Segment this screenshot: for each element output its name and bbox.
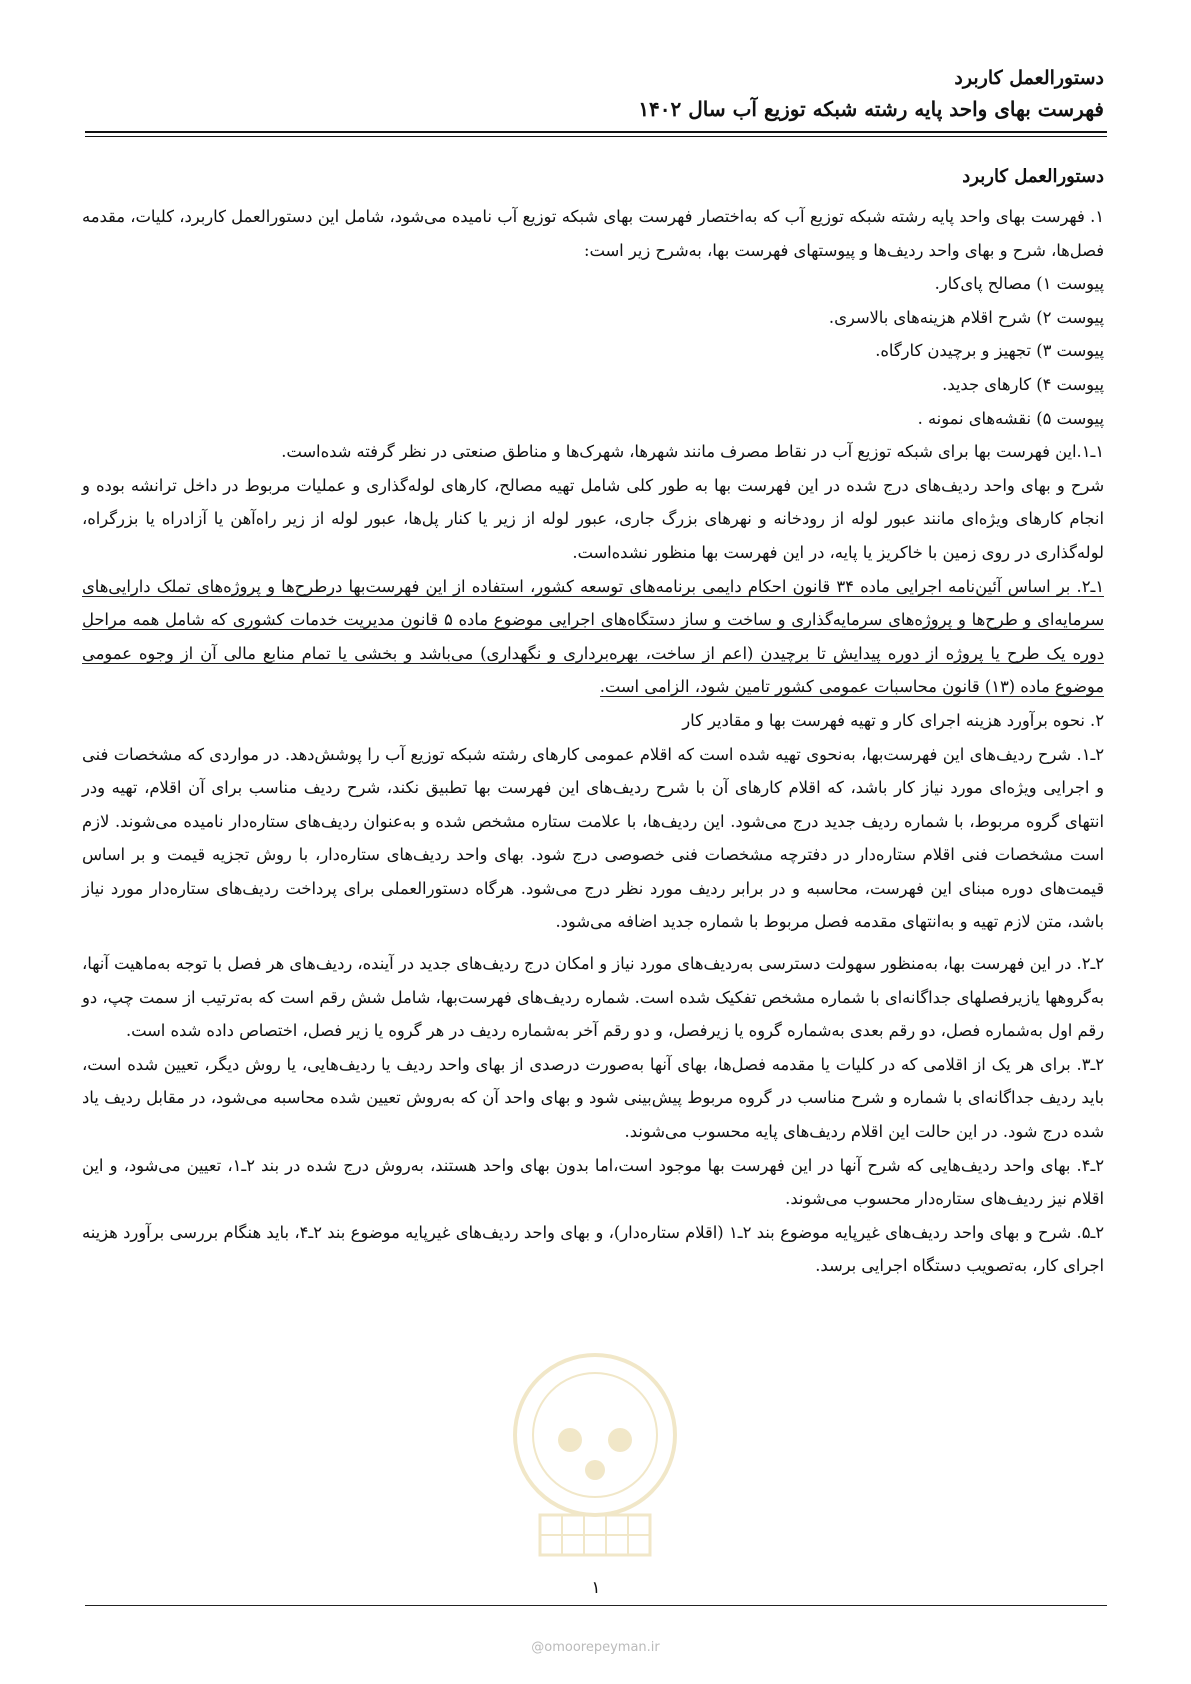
watermark-seal-icon <box>500 1340 690 1570</box>
footer-rule <box>85 1605 1107 1606</box>
paragraph-2-2: ۲ـ۲. در این فهرست بها، به‌منظور سهولت دسترسی به‌ردیف‌های مورد نیاز و امکان درج ردیف‌های جدید در آینده، ردیف‌های هر فصل با توجه به‌ماهیت آنها، به‌گروهها یازیرفصلهای جداگانه‌ای با شماره مشخص تفکیک شده است. شماره ردیف‌های فهرست‌بها، شامل شش رقم است که به‌ترتیب از سمت چپ، دو رقم اول به‌شماره فصل، دو رقم بعدی به‌شماره گروه یا زیرفصل، و دو رقم آخر به‌شماره ردیف در هر گروه یا زیر فصل، اختصاص داده شده است. <box>82 954 1104 1041</box>
header-rule-thick <box>85 131 1107 133</box>
paragraph-1-1-detail: شرح و بهای واحد ردیف‌های درج شده در این فهرست بها به طور کلی شامل تهیه مصالح، کارهای لوله‌گذاری و عملیات مربوط در داخل ترانشه بوده و انجام کارهای ویژه‌ای مانند عبور لوله از رودخانه و نهرهای بزرگ جاری، عبور لوله از زیر یا کنار پل‌ها، عبور لوله از زیر راه‌آهن یا آزادراه یا بزرگراه، لوله‌گذاری در روی زمین با خاکریز یا پایه، در این فهرست بها منظور نشده‌است. <box>82 475 1104 562</box>
paragraph-2-3: ۲ـ۳. برای هر یک از اقلامی که در کلیات یا مقدمه فصل‌ها، بهای آنها به‌صورت درصدی از بهای واحد ردیف یا ردیف‌هایی، یا روش دیگر، تعیین شده است، باید ردیف جداگانه‌ای با شماره و شرح مناسب در گروه مربوط پیش‌بینی شود و بهای واحد آن که به‌روش تعیین شده محاسبه می‌شود، در مقابل ردیف یاد شده درج شود. در این حالت این اقلام ردیف‌های پایه محسوب می‌شوند. <box>82 1054 1104 1142</box>
annex-2: پیوست ۲) شرح اقلام هزینه‌های بالاسری. <box>828 307 1104 327</box>
paragraph-2: ۲. نحوه برآورد هزینه اجرای کار و تهیه فهرست بها و مقادیر کار <box>682 710 1104 730</box>
section-title: دستورالعمل کاربرد <box>962 166 1104 187</box>
paragraph-1-2 <box>82 570 1104 704</box>
paragraph-1: ۱. فهرست بهای واحد پایه رشته شبکه توزیع آب که به‌اختصار فهرست بهای شبکه توزیع آب نامیده می‌شود، شامل این دستورالعمل کاربرد، کلیات، مقدمه فصل‌ها، شرح و بهای واحد ردیف‌ها و پیوستهای فهرست بها، به‌شرح زیر است: <box>82 207 1104 260</box>
annex-5: پیوست ۵) نقشه‌های نمونه . <box>917 408 1104 428</box>
paragraph-2-1: ۲ـ۱. شرح ردیف‌های این فهرست‌بها، به‌نحوی تهیه شده است که اقلام عمومی کارهای رشته شبکه توزیع آب را پوشش‌دهد. در مواردی که مشخصات فنی و اجرایی ویژه‌ای مورد نیاز کار باشد، که اقلام کارهای آن با شرح ردیف‌های این فهرست بها تطبیق نکند، شرح ردیف مناسب برای آن اقلام، تهیه ودر انتهای گروه مربوط، با شماره ردیف جدید درج می‌شود. این ردیف‌ها، با علامت ستاره مشخص شده و به‌عنوان ردیف‌های ستاره‌دار نامیده می‌شوند. لازم است مشخصات فنی اقلام ستاره‌دار در دفترچه مشخصات فنی خصوصی درج شود. بهای واحد ردیف‌های ستاره‌دار، با روش تجزیه قیمت و بر اساس قیمت‌های دوره مبنای این فهرست، محاسبه و در برابر ردیف مورد نظر درج می‌شود. هرگاه دستورالعملی برای پرداخت ردیف‌های ستاره‌دار مورد نیاز باشد، متن لازم تهیه و به‌انتهای مقدمه فصل مربوط با شماره جدید اضافه می‌شود. <box>82 744 1104 932</box>
footer-site-watermark: @omoorepeyman.ir <box>531 1640 660 1655</box>
page-header <box>84 62 1104 124</box>
header-subtitle: فهرست بهای واحد پایه رشته شبکه توزیع آب سال ۱۴۰۲ <box>638 97 1104 121</box>
annex-4: پیوست ۴) کارهای جدید. <box>942 374 1104 394</box>
annex-3: پیوست ۳) تجهیز و برچیدن کارگاه. <box>875 341 1104 361</box>
paragraph-2-5: ۲ـ۵. شرح و بهای واحد ردیف‌های غیرپایه موضوع بند ۲ـ۱ (اقلام ستاره‌دار)، و بهای واحد ردیف‌های غیرپایه موضوع بند ۲ـ۴، باید هنگام بررسی برآورد هزینه اجرای کار، به‌تصویب دستگاه اجرایی برسد. <box>82 1222 1105 1276</box>
header-title: دستورالعمل کاربرد <box>954 67 1104 89</box>
annex-1: پیوست ۱) مصالح پای‌کار. <box>934 274 1104 294</box>
page-number: ۱ <box>591 1578 601 1598</box>
document-body <box>82 160 1104 1283</box>
paragraph-1-2-underlined-text: ۱ـ۲. بر اساس آئین‌نامه اجرایی ماده ۳۴ قانون احکام دایمی برنامه‌های توسعه کشور، استفاده از این فهرست‌بها درطرح‌ها و پروژه‌های تملک دارایی‌های سرمایه‌ای و طرح‌ها و پروژه‌های سرمایه‌گذاری و ساخت و ساز دستگاه‌های اجرایی موضوع ماده ۵ قانون مدیریت خدمات کشوری که شامل همه مراحل دوره یک طرح یا پروژه از دوره پیدایش تا برچیدن (اعم از ساخت، بهره‌برداری و نگهداری) می‌باشد و بخشی یا تمام منابع مالی آن از وجوه عمومی موضوع ماده (۱۳) قانون محاسبات عمومی کشور تامین شود، الزامی است. <box>82 576 1105 697</box>
header-rule-thin <box>85 136 1107 137</box>
paragraph-1-1: ۱ـ۱.این فهرست بها برای شبکه توزیع آب در نقاط مصرف مانند شهرها، شهرک‌ها و مناطق صنعتی در نظر گرفته شده‌است. <box>281 442 1104 462</box>
paragraph-2-4: ۲ـ۴. بهای واحد ردیف‌هایی که شرح آنها در این فهرست بها موجود است،اما بدون بهای واحد هستند، به‌روش درج شده در بند ۲ـ۱، تعیین می‌شود، و این اقلام نیز ردیف‌های ستاره‌دار محسوب می‌شوند. <box>82 1155 1104 1209</box>
